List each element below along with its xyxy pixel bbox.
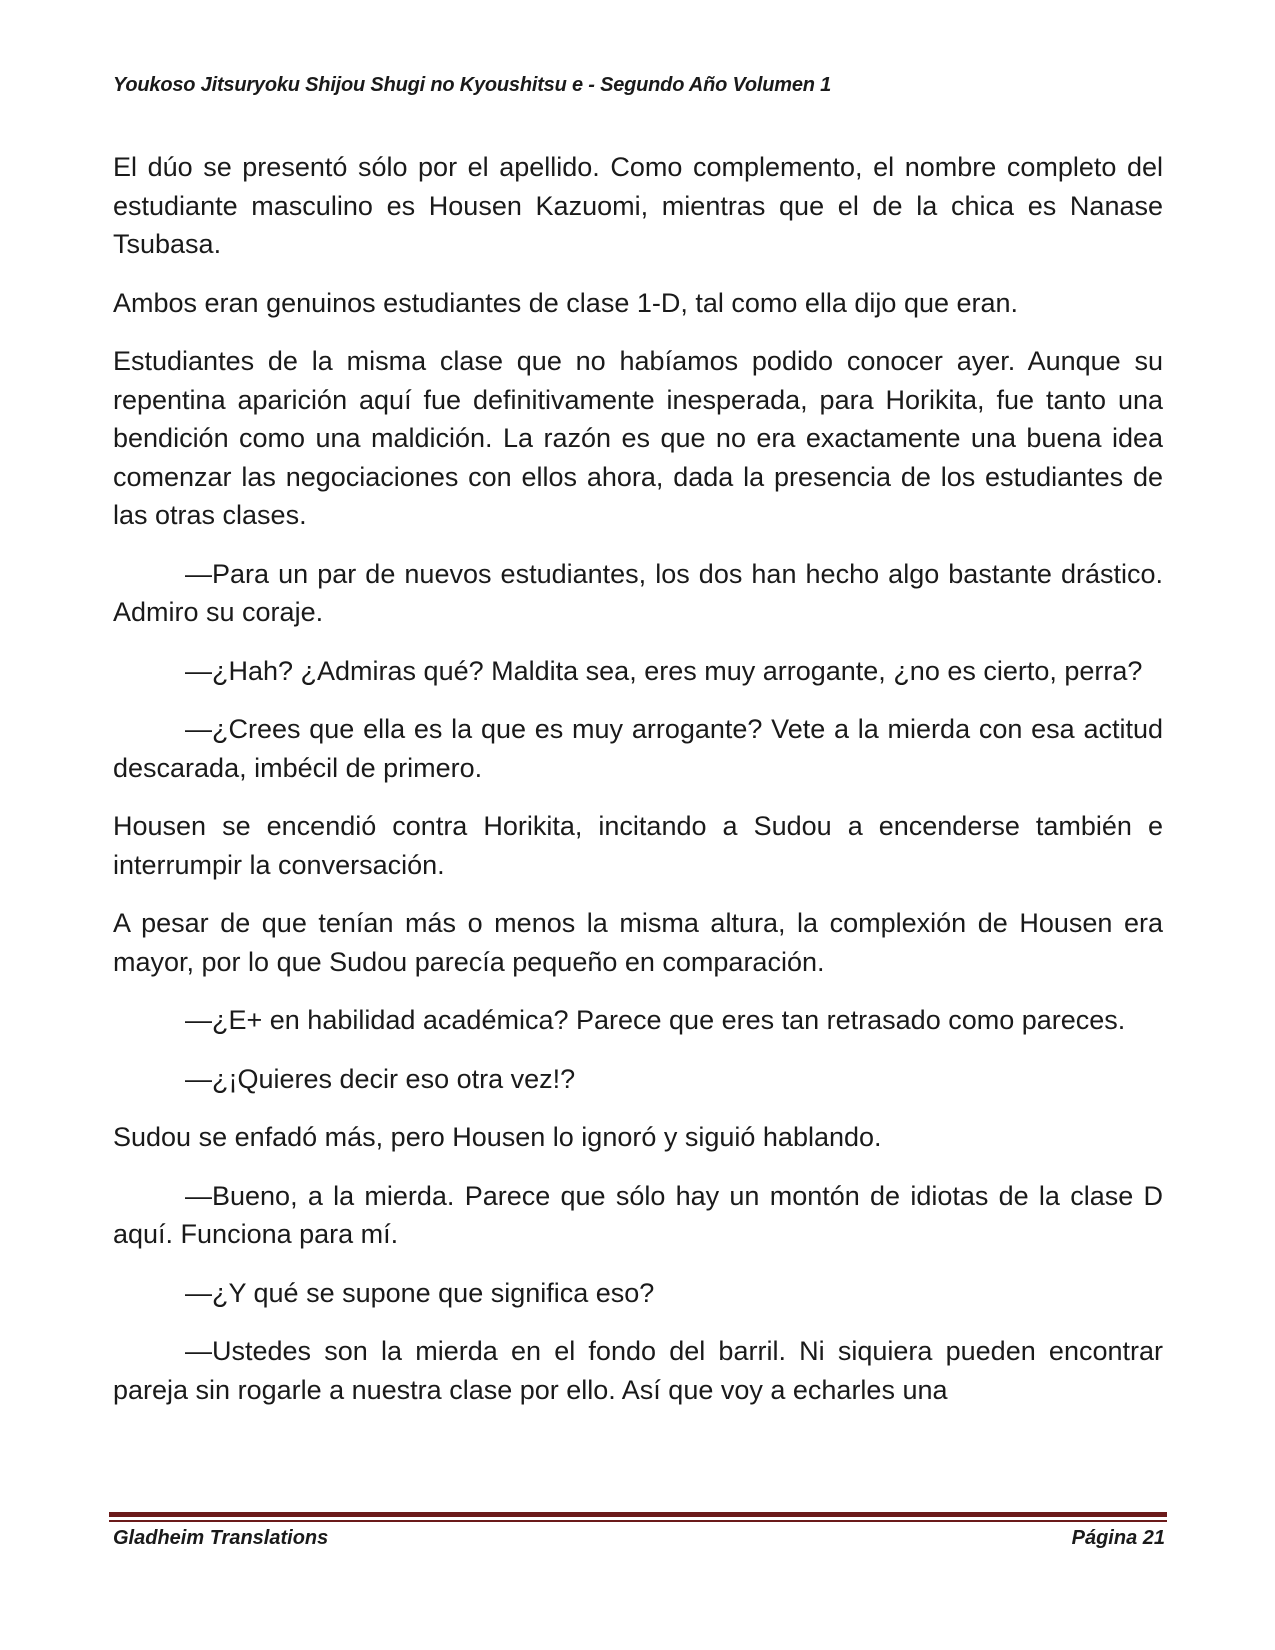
paragraph: A pesar de que tenían más o menos la misma altura, la complexión de Housen era mayor, por lo que Sudou parecía pequeño en comparación. bbox=[113, 908, 1163, 977]
paragraph: Ambos eran genuinos estudiantes de clase 1-D, tal como ella dijo que eran. bbox=[113, 287, 1019, 318]
footer-publisher: Gladheim Translations bbox=[113, 1527, 329, 1549]
body-text bbox=[113, 148, 1163, 1429]
dialog-paragraph: —Bueno, a la mierda. Parece que sólo hay un montón de idiotas de la clase D aquí. Funciona para mí. bbox=[113, 1180, 1163, 1249]
footer-page-number: Página 21 bbox=[1071, 1527, 1165, 1549]
paragraph: Sudou se enfadó más, pero Housen lo ignoró y siguió hablando. bbox=[113, 1122, 882, 1152]
dialog-paragraph: —¿E+ en habilidad académica? Parece que eres tan retrasado como pareces. bbox=[185, 1005, 1126, 1035]
footer-divider-thin bbox=[109, 1520, 1167, 1522]
dialog-paragraph: —Ustedes son la mierda en el fondo del barril. Ni siquiera pueden encontrar pareja sin rogarle a nuestra clase por ello. Así que voy a echarles una bbox=[113, 1336, 1163, 1405]
dialog-paragraph: —¿Y qué se supone que significa eso? bbox=[185, 1277, 655, 1308]
paragraph: El dúo se presentó sólo por el apellido. Como complemento, el nombre completo del estudiante masculino es Housen Kazuomi, mientras que el de la chica es Nanase Tsubasa. bbox=[113, 152, 1163, 259]
dialog-paragraph: —¿¡Quieres decir eso otra vez!? bbox=[185, 1063, 576, 1094]
page-header-title: Youkoso Jitsuryoku Shijou Shugi no Kyoushitsu e - Segundo Año Volumen 1 bbox=[113, 74, 832, 96]
paragraph: Estudiantes de la misma clase que no habíamos podido conocer ayer. Aunque su repentina aparición aquí fue definitivamente inesperada, para Horikita, fue tanto una bendición como una maldición. La razón es que no era exactamente una buena idea comenzar las negociaciones con ellos ahora, dada la presencia de los estudiantes de las otras clases. bbox=[113, 346, 1163, 530]
dialog-paragraph: —Para un par de nuevos estudiantes, los dos han hecho algo bastante drástico. Admiro su coraje. bbox=[113, 558, 1163, 627]
dialog-paragraph: —¿Crees que ella es la que es muy arrogante? Vete a la mierda con esa actitud descarada, imbécil de primero. bbox=[113, 714, 1163, 783]
dialog-paragraph: —¿Hah? ¿Admiras qué? Maldita sea, eres muy arrogante, ¿no es cierto, perra? bbox=[185, 655, 1143, 686]
footer-divider bbox=[109, 1512, 1167, 1517]
paragraph: Housen se encendió contra Horikita, incitando a Sudou a encenderse también e interrumpir la conversación. bbox=[113, 811, 1163, 880]
